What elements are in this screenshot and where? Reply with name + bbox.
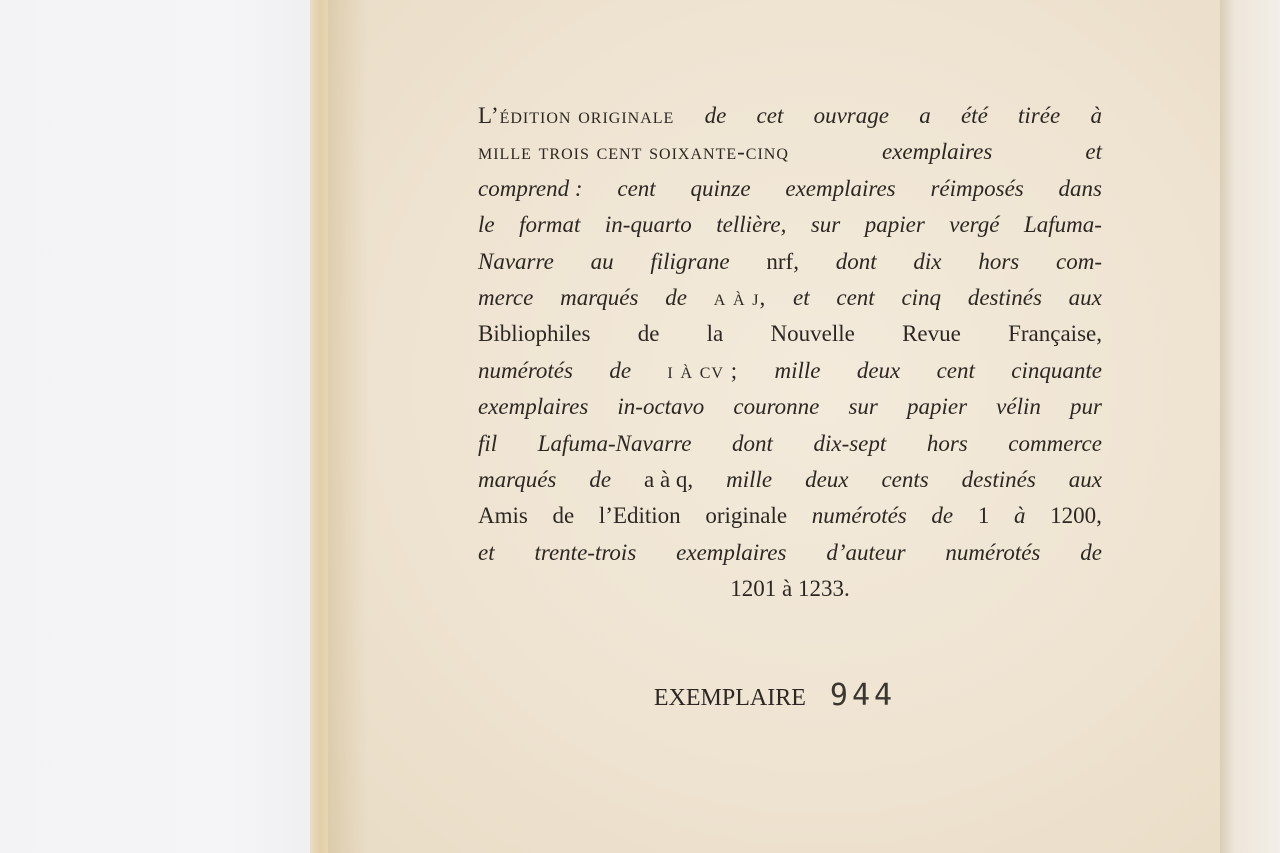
colophon-line [478,353,1102,389]
colophon-word: cent [836,284,875,310]
colophon-word: marqués [478,466,557,492]
colophon-word: Navarre [478,248,554,274]
colophon-word: d’auteur [826,539,906,565]
copy-label: EXEMPLAIRE [653,685,806,711]
colophon-word: dans [1058,175,1102,201]
colophon-word: Lafuma-Navarre [537,430,692,456]
colophon-word: tellière, [716,212,787,238]
adjacent-page [1220,0,1280,853]
colophon-line [478,462,1102,498]
colophon-word: et [793,284,810,310]
colophon-word: vergé [949,212,1000,238]
colophon-word: cet [756,103,784,128]
colophon-word: cent [936,357,975,383]
colophon-word: format [519,212,581,238]
colophon-word: in-quarto [604,212,692,238]
colophon-word: de [637,321,660,347]
colophon-text [478,98,1102,607]
colophon-word: la [706,321,724,347]
colophon-word: mille trois cent soixante-cinq [478,139,789,165]
colophon-word: papier [907,394,968,420]
colophon-line [478,389,1102,425]
colophon-word: merce [478,284,534,310]
colophon-word: exemplaires [478,394,589,420]
colophon-word: com- [1056,248,1102,274]
colophon-line [478,498,1102,534]
colophon-word: nrf, [766,248,799,274]
colophon-word: numérotés [945,539,1041,565]
colophon-word: deux [856,357,901,383]
colophon-word: cents [881,466,929,492]
colophon-word: Bibliophiles [478,321,591,347]
colophon-word: trente-trois [534,539,637,565]
colophon-line [478,280,1102,316]
colophon-word: marqués [560,284,639,310]
colophon-word: exemplaires [785,175,896,201]
colophon-line [478,426,1102,462]
colophon-word: Revue [902,321,961,347]
colophon-word: réimposés [930,175,1024,201]
colophon-word: 1201 à 1233. [730,576,850,602]
copy-number-line [0,678,1280,713]
colophon-word: Nouvelle [770,321,855,347]
colophon-line [478,316,1102,352]
colophon-word: L’édition originale [478,103,675,128]
colophon-word: cinquante [1011,357,1102,383]
colophon-word: dix [913,248,942,274]
colophon-word: dix-sept [813,430,887,456]
colophon-word: cinq [901,284,942,310]
colophon-word: mille [726,466,773,492]
colophon-word: hors [926,430,968,456]
copy-number-stamp: 944 [829,678,897,713]
colophon-word: Lafuma- [1023,212,1102,238]
colophon-word: a à q, [644,466,694,492]
colophon-word: de [1080,539,1102,565]
colophon-word: de [609,357,632,383]
colophon-word: de [552,503,575,529]
colophon-word: papier [864,212,925,238]
colophon-word: mille [774,357,821,383]
colophon-word: originale [705,503,788,529]
colophon-word: destinés [961,466,1036,492]
colophon-word: aux [1068,284,1102,310]
colophon-word: a à j, [713,284,767,310]
colophon-word: pur [1069,394,1102,420]
colophon-word: de [665,284,687,310]
colophon-word: numérotés [811,503,907,529]
colophon-word: été [960,103,988,128]
colophon-word: commerce [1008,430,1102,456]
colophon-word: à [1090,103,1102,128]
colophon-word: et [1085,139,1102,165]
colophon-word: quinze [690,175,751,201]
colophon-word: cent [617,175,656,201]
colophon-line [478,98,1102,134]
colophon-word: numérotés [478,357,573,383]
colophon-word: couronne [733,394,820,420]
colophon-word: in-octavo [617,394,705,420]
colophon-word: a [919,103,931,128]
colophon-line [478,535,1102,571]
colophon-word: le [478,212,495,238]
colophon-word: l’Edition [598,503,681,529]
colophon-word: tirée [1018,103,1061,128]
colophon-word: de [589,466,612,492]
colophon-word: comprend : [478,175,583,201]
colophon-word: dont [732,430,773,456]
colophon-word: 1200, [1050,503,1102,529]
colophon-word: fil [478,430,498,456]
colophon-word: destinés [967,284,1042,310]
colophon-word: filigrane [650,248,730,274]
colophon-word: vélin [996,394,1041,420]
colophon-word: deux [805,466,849,492]
colophon-word: sur [810,212,841,238]
colophon-word: exemplaires [882,139,993,165]
colophon-word: hors [978,248,1020,274]
colophon-word: de [931,503,954,529]
colophon-line [478,134,1102,170]
colophon-line [478,207,1102,243]
colophon-line [478,571,1102,607]
colophon-word: Amis [478,503,528,529]
colophon-word: à [1013,503,1026,529]
colophon-word: dont [835,248,877,274]
colophon-word: de [704,103,727,128]
colophon-line [478,244,1102,280]
colophon-word: Française, [1008,321,1102,347]
colophon-word: sur [848,394,878,420]
colophon-line [478,171,1102,207]
colophon-word: ouvrage [813,103,889,128]
colophon-word: au [590,248,614,274]
colophon-word: 1 [977,503,990,529]
colophon-word: exemplaires [676,539,787,565]
colophon-word: et [478,539,495,565]
colophon-word: aux [1068,466,1102,492]
colophon-word: i à cv ; [667,357,739,383]
background [0,0,330,853]
